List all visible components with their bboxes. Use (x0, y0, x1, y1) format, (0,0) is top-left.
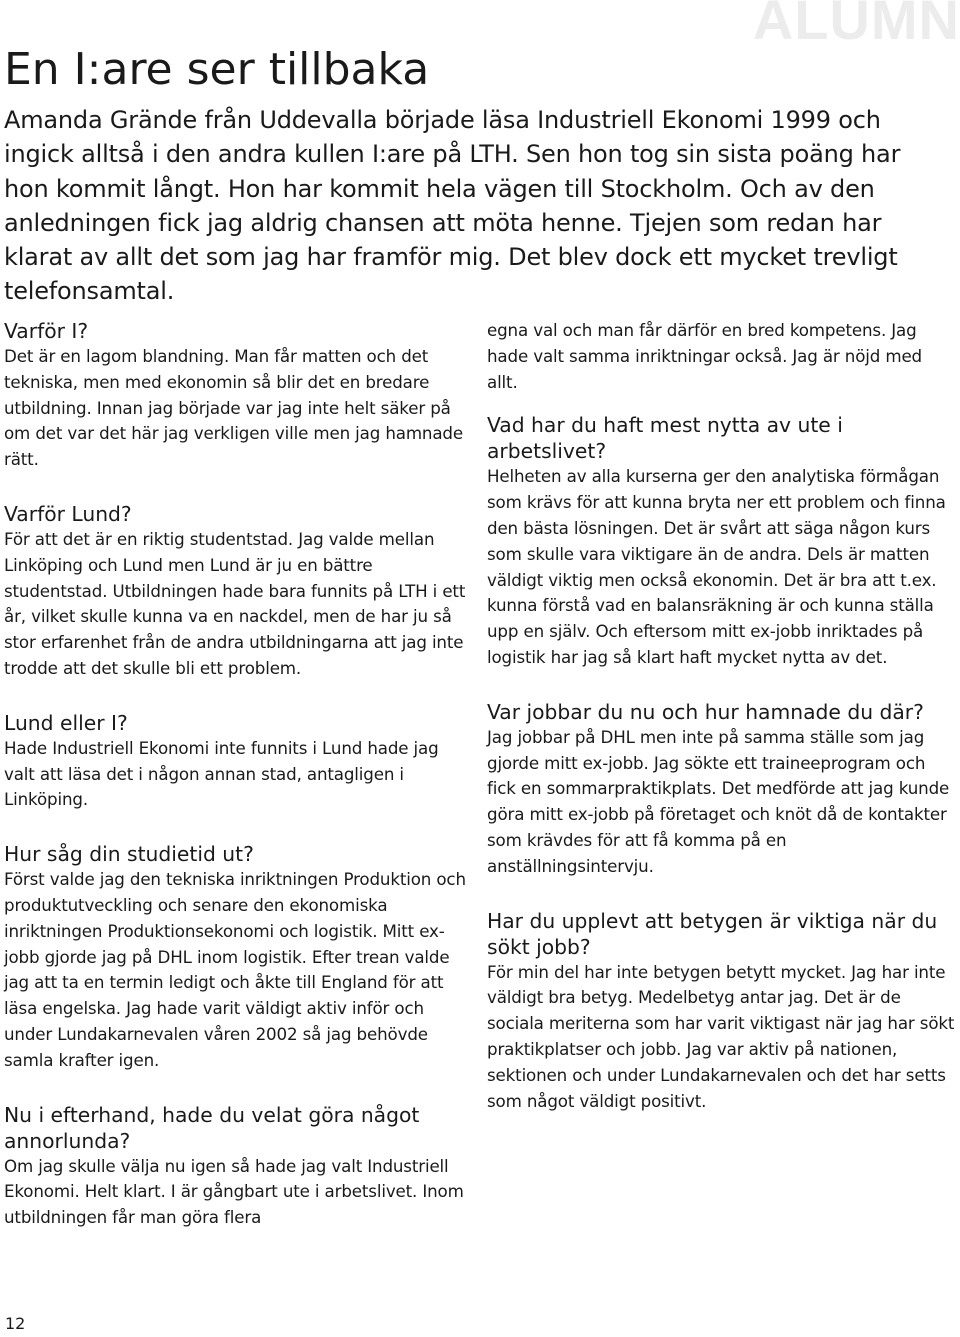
answer-in-hindsight-continued: egna val och man får därför en bred kompetens. Jag hade valt samma inriktningar också. Jag är nöjd med allt. (487, 320, 923, 392)
answer-current-job: Jag jobbar på DHL men inte på samma ställe som jag gjorde mitt ex-jobb. Jag sökte ett traineeprogram och fick en sommarpraktikplats. Det medförde att jag kunde göra mitt ex-jobb på företaget och knöt då de kontakter som krävdes för att få komma på en anställningsintervju. (487, 726, 950, 876)
question-lund-or-i: Lund eller I? (4, 710, 128, 735)
question-study-time: Hur såg din studietid ut? (4, 842, 254, 867)
question-grades: Har du upplevt att betygen är viktiga när du sökt jobb? (487, 908, 938, 959)
answer-why-lund: För att det är en riktig studentstad. Jag valde mellan Linköping och Lund men Lund är ju en bättre studentstad. Utbildningen hade bara funnits på LTH i ett år, vilket skulle kunna va en nackdel, men de har ju så stor erfarenhet från de andra utbildningarna att jag inte trodde att det skulle bli ett problem. (4, 528, 466, 678)
question-why-i: Varför I? (4, 319, 89, 343)
section-label: ALUMN (752, 0, 960, 51)
question-most-useful: Vad har du haft mest nytta av ute i arbetslivet? (487, 413, 843, 464)
answer-lund-or-i: Hade Industriell Ekonomi inte funnits i Lund hade jag valt att läsa det i någon annan stad, antagligen i Linköping. (4, 737, 439, 810)
answer-study-time: Först valde jag den tekniska inriktningen Produktion och produktutveckling och senare den ekonomiska inriktningen Produktionsekonomi och logistik. Mitt ex-jobb gjorde jag på DHL inom logistik. Efter trean valde jag att ta en termin ledigt och åkte till England för att läsa engelska. Jag hade varit väldigt aktiv inför och under Lundakarnevalen våren 2002 så jag behövde samla krafter igen. (4, 869, 466, 1070)
answer-most-useful: Helheten av alla kurserna ger den analytiska förmågan som krävs för att kunna bryta ner ett problem och finna den bästa lösningen. Det är svårt att säga någon kurs som skulle vara viktigare än de andra. Dels är matten väldigt viktig men också ekonomin. Det är bra att t.ex. kunna förstå vad en balansräkning är och kunna ställa upp en själv. Och eftersom mitt ex-jobb inriktades på logistik har jag så klart haft mycket nytta av det. (487, 466, 946, 667)
answer-grades: För min del har inte betygen betytt mycket. Jag har inte väldigt bra betyg. Medelbetyg antar jag. Det är de sociala meriterna som har varit viktigast när jag har sökt praktikplatser och jobb. Jag var aktiv på nationen, sektionen och under Lundakarnevalen och det har setts som något väldigt positivt. (487, 961, 955, 1111)
article-lead: Amanda Grände från Uddevalla började läsa Industriell Ekonomi 1999 och ingick alltså i den andra kullen I:are på LTH. Sen hon tog sin sista poäng har hon kommit långt. Hon har kommit hela vägen till Stockholm. Och av den anledningen fick jag aldrig chansen att möta henne. Tjejen som redan har klarat av allt det som jag har framför mig. Det blev dock ett mycket trevligt telefonsamtal. (4, 106, 901, 306)
question-in-hindsight: Nu i efterhand, hade du velat göra något annorlunda? (4, 1102, 420, 1153)
page-number: 12 (5, 1314, 26, 1333)
answer-in-hindsight: Om jag skulle välja nu igen så hade jag valt Industriell Ekonomi. Helt klart. I är gångbart ute i arbetslivet. Inom utbildningen får man göra flera (4, 1155, 464, 1228)
question-current-job: Var jobbar du nu och hur hamnade du där? (487, 699, 924, 724)
article-title: En I:are ser tillbaka (4, 44, 430, 95)
right-column (487, 318, 957, 1114)
question-why-lund: Varför Lund? (4, 501, 132, 526)
answer-why-i: Det är en lagom blandning. Man får matten och det tekniska, men med ekonomin så blir det en bredare utbildning. Innan jag började var jag inte helt säker på om det var det här jag verkligen ville men jag hamnade rätt. (4, 346, 463, 470)
left-column (4, 318, 474, 1231)
